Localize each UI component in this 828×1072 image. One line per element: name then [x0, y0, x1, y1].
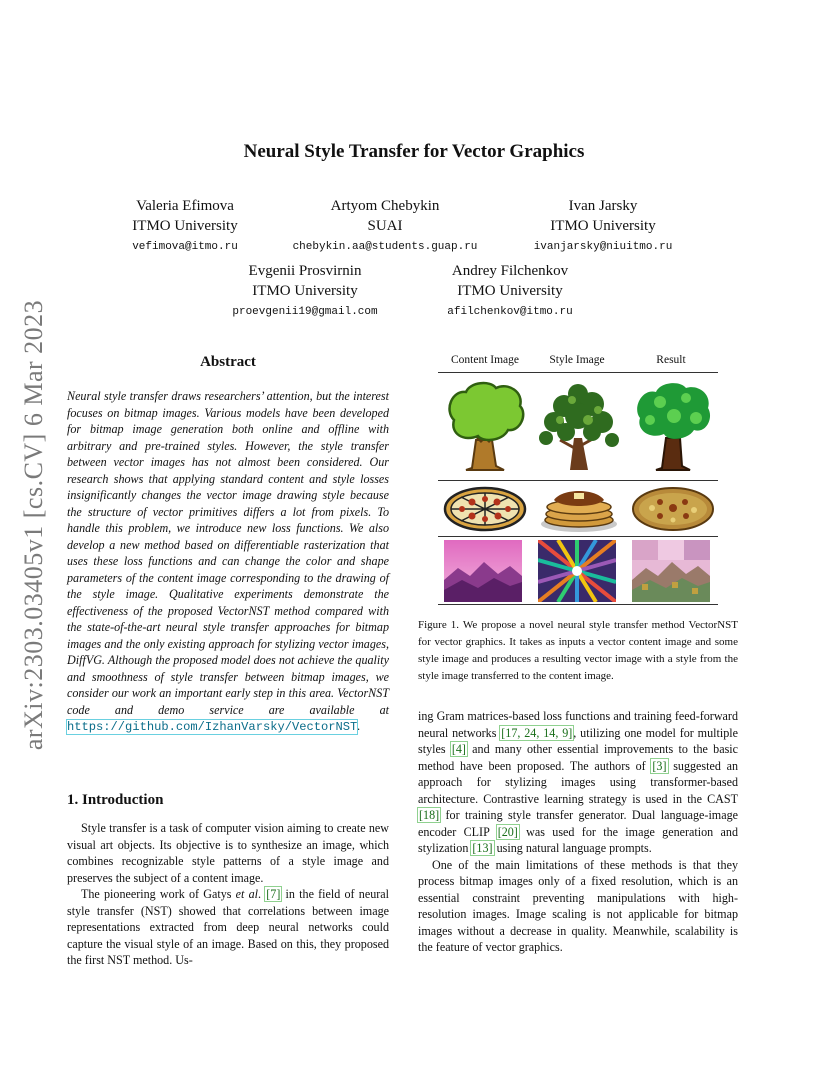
figure-caption: Figure 1. We propose a novel neural style transfer method VectorNST for vector graphics. It takes as inputs a vector content image and some style image and produces a resulting vector image with a style from the style image transferred to the content image. [418, 619, 738, 682]
citation-link[interactable]: [4] [451, 742, 466, 756]
text-run: suggested an approach for stylizing images using transformer-based architecture. Contrastive learning strategy is used in the CAST [418, 758, 738, 806]
intro-paragraph-2 [67, 886, 389, 969]
text-run: et al [235, 887, 259, 901]
author-email: afilchenkov@itmo.ru [447, 306, 573, 318]
intro-paragraph-1: Style transfer is a task of computer vision aiming to create new visual art objects. Its objective is to synthesize an image, which combines recognizable style patterns of a style image and preserves the subject of a content image. [67, 821, 389, 885]
author-email: vefimova@itmo.ru [132, 241, 238, 253]
author-block [215, 261, 395, 323]
arxiv-identifier: arXiv:2303.03405v1 [cs.CV] 6 Mar 2023 [19, 299, 48, 751]
author-email: ivanjarsky@niuitmo.ru [533, 241, 673, 253]
introduction-heading: 1. Introduction [67, 792, 164, 808]
result-pizza-image [630, 484, 716, 534]
abstract-text: Neural style transfer draws researchers’ attention, but the interest focuses on bitmap images. Various models have been developed for bitmap image generation both online and offline with arbitrary and pre-trained styles. However, the style transfer between vector images has not almost been considered. Our research shows that applying standard content and style losses insignificantly changes the vector image drawing style because the structure of vector primitives differs a lot from pixels. To handle this problem, we introduce new loss functions. We also develop a new method based on differentiable rasterization that uses these loss functions and can change the color and shape parameters of the content image corresponding to the drawing of the style image. Qualitative experiments demonstrate the effectiveness of the proposed VectorNST method compared with the state-of-the-art neural style transfer approaches for bitmap images and the only existing approach for stylizing vector images, DiffVG. Although the proposed model does not achieve the quality and smoothness of style transfer between bitmap images, we consider our work an important early step in this area. VectorNST code and demo service are available at [67, 389, 389, 717]
author-name: Valeria Efimova [136, 198, 234, 214]
introduction-body [67, 820, 389, 969]
text-run: and many other essential improvements to the basic method have been proposed. The authors of [418, 742, 738, 773]
figure-column-header: Content Image [450, 354, 520, 366]
citation-link[interactable]: [20] [497, 824, 518, 839]
content-pizza-image [442, 484, 528, 534]
right-column-body [418, 708, 738, 956]
text-run: The pioneering work of Gatys [81, 887, 236, 901]
abstract-period: . [357, 719, 361, 733]
result-landscape-image [632, 540, 710, 602]
author-affiliation: ITMO University [457, 283, 563, 299]
author-name: Artyom Chebykin [330, 198, 440, 214]
citation-link[interactable]: [17, 24, 14, 9] [501, 725, 573, 740]
code-link[interactable]: https://github.com/IzhanVarsky/VectorNST [67, 720, 358, 734]
author-block [420, 261, 600, 323]
author-affiliation: SUAI [367, 218, 403, 234]
author-name: Evgenii Prosvirnin [248, 263, 362, 279]
author-email: proevgenii19@gmail.com [232, 306, 378, 318]
content-tree-image [442, 380, 528, 472]
figure-column-header: Result [656, 354, 686, 366]
author-block [105, 196, 265, 258]
citation-link[interactable]: [3] [652, 758, 667, 773]
abstract-heading: Abstract [200, 354, 256, 370]
author-affiliation: ITMO University [550, 218, 656, 234]
citation-link[interactable]: [7] [266, 887, 281, 901]
citation-link[interactable]: [18] [419, 808, 440, 822]
citation-link[interactable]: [13] [472, 841, 493, 855]
figure-column-header: Style Image [549, 354, 605, 366]
right-paragraph-2: One of the main limitations of these methods is that they process bitmap images only of a fixed resolution, which is an essential constraint preventing manipulations with high-resolution images. Image scaling is not applicable for bitmap images without a decrease in quality. Meanwhile, scalability is the feature of vector graphics. [418, 857, 738, 954]
right-paragraph-1 [418, 708, 738, 857]
author-affiliation: ITMO University [252, 283, 358, 299]
content-landscape-image [444, 540, 522, 602]
style-tree-image [536, 380, 622, 472]
text-run: for training style transfer generator. Dual language-image encoder CLIP [418, 808, 738, 839]
text-run: in the field of neural style transfer (NST) showed that correlations between image representations extracted from deep neural networks could capture the visual style of an image. Based on this, they proposed the first NST method. Us- [67, 887, 389, 967]
figure-top-rule [438, 372, 718, 373]
author-affiliation: ITMO University [132, 218, 238, 234]
figure-row-divider [438, 480, 718, 481]
author-name: Andrey Filchenkov [451, 263, 569, 279]
style-pancakes-image [536, 484, 622, 534]
author-email: chebykin.aa@students.guap.ru [292, 241, 478, 253]
author-block [518, 196, 688, 258]
text-run: was used for the image generation and stylization [418, 824, 738, 855]
figure-bottom-rule [438, 604, 718, 605]
text-run: using natural language prompts. [493, 841, 652, 855]
figure-row-divider [438, 536, 718, 537]
paper-title: Neural Style Transfer for Vector Graphics [243, 141, 585, 162]
style-mosaic-image [538, 540, 616, 602]
text-run: , utilizing one model for multiple styles [418, 725, 738, 756]
author-block [275, 196, 495, 258]
result-tree-image [630, 380, 716, 472]
text-run: . [258, 887, 266, 901]
abstract-body [67, 388, 389, 736]
author-name: Ivan Jarsky [568, 198, 638, 214]
arxiv-sidebar [10, 290, 58, 760]
text-run: ing Gram matrices-based loss functions and training feed-forward neural networks [418, 709, 738, 740]
